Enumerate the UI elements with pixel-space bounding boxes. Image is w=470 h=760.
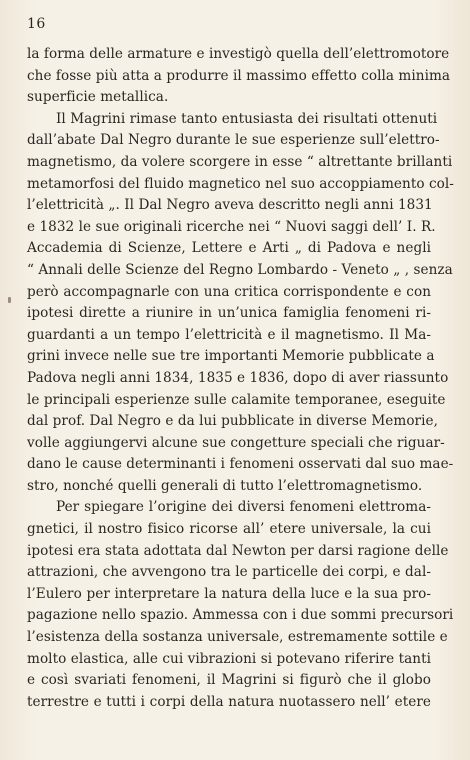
text-line: Padova negli anni 1834, 1835 e 1836, dopo di aver riassunto — [27, 369, 449, 386]
text-line: volle aggiungervi alcune sue congetture speciali che riguar- — [27, 434, 445, 451]
text-line: che fosse più atta a produrre il massimo effetto colla minima — [27, 67, 451, 84]
text-line: ipotesi era stata adottata dal Newton per darsi ragione delle — [27, 542, 449, 559]
margin-ink-mark — [8, 297, 11, 303]
text-line: Per spiegare l’origine dei diversi fenomeni elettroma- — [56, 499, 431, 516]
text-line: dano le cause determinanti i fenomeni osservati dal suo mae- — [27, 456, 454, 473]
text-line: metamorfosi del fluido magnetico nel suo accoppiamento col- — [27, 175, 454, 192]
text-line: guardanti a un tempo l’elettricità e il magnetismo. Il Ma- — [27, 326, 431, 343]
text-line: dal prof. Dal Negro e da lui pubblicate in diverse Memorie, — [27, 413, 438, 430]
text-line: “ Annali delle Scienze del Regno Lombardo - Veneto „ , senza — [27, 261, 453, 278]
page-number: 16 — [27, 16, 46, 32]
text-line: e così svariati fenomeni, il Magrini si figurò che il globo — [27, 672, 431, 689]
text-line: ipotesi dirette a riunire in un’unica famiglia fenomeni ri- — [27, 305, 431, 322]
text-line: la forma delle armature e investigò quella dell’elettromotore — [27, 46, 450, 62]
text-line: stro, nonché quelli generali di tutto l’elettromagnetismo. — [27, 477, 423, 494]
text-line: però accompagnarle con una critica corrispondente e con — [27, 283, 431, 300]
text-line: molto elastica, alle cui vibrazioni si potevano riferire tanti — [27, 650, 431, 667]
text-line: Accademia di Scienze, Lettere e Arti „ di Padova e negli — [27, 240, 431, 257]
text-line: e 1832 le sue originali ricerche nei “ Nuovi saggi dell’ I. R. — [27, 218, 436, 235]
text-line: dall’abate Dal Negro durante le sue esperienze sull’elettro- — [27, 132, 440, 149]
text-line: l’esistenza della sostanza universale, estremamente sottile e — [27, 629, 448, 646]
text-line: attrazioni, che avvengono tra le particelle dei corpi, e dal- — [27, 564, 431, 581]
body-text — [27, 44, 454, 713]
text-line: gnetici, il nostro fisico ricorse all’ etere universale, la cui — [27, 521, 431, 538]
text-line: l’Eulero per interpretare la natura della luce e la sua pro- — [27, 585, 431, 602]
text-line: le principali esperienze sulle calamite temporanee, eseguite — [27, 391, 446, 408]
text-line: superficie metallica. — [27, 89, 169, 106]
text-line: Il Magrini rimase tanto entusiasta dei risultati ottenuti — [56, 110, 438, 127]
text-line: terrestre e tutti i corpi della natura nuotassero nell’ etere — [27, 693, 431, 710]
text-line: l’elettricità „. Il Dal Negro aveva descritto negli anni 1831 — [27, 197, 433, 214]
text-line: pagazione nello spazio. Ammessa con i due sommi precursori — [27, 607, 454, 624]
text-line: grini invece nelle sue tre importanti Memorie pubblicate a — [27, 348, 435, 365]
text-line: magnetismo, da volere scorgere in esse “ altrettante brillanti — [27, 153, 453, 170]
